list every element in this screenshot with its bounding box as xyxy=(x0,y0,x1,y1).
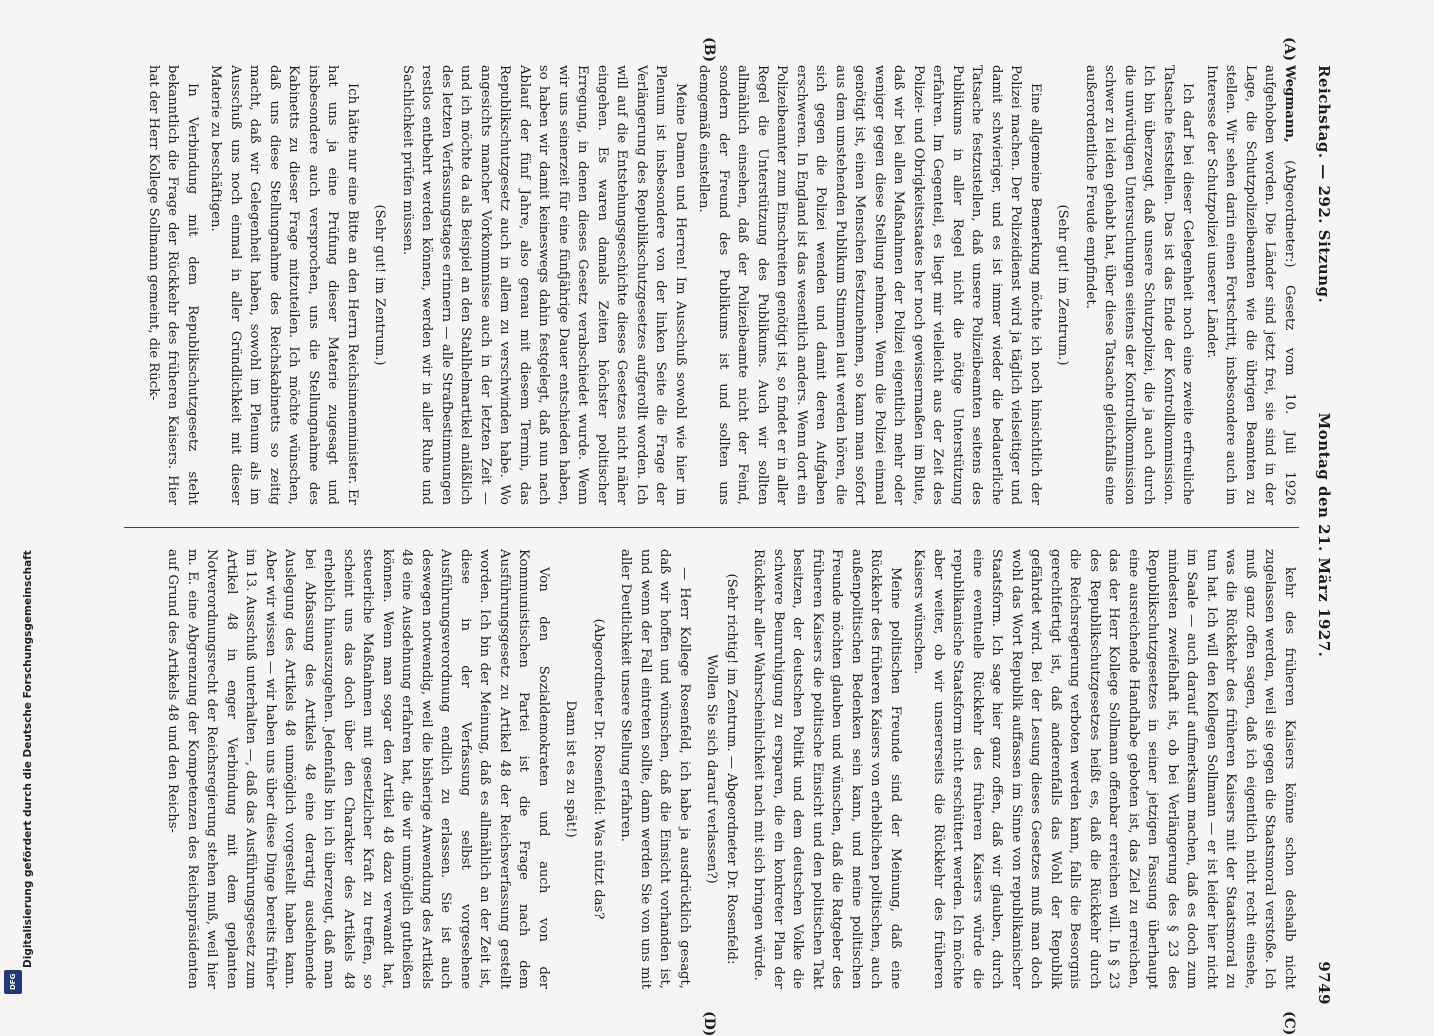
dfg-logo-text: DFG xyxy=(9,973,17,991)
digitization-credit xyxy=(6,0,34,1000)
column-divider xyxy=(124,527,1299,528)
paragraph: Ich darf bei dieser Gelegenheit noch eine zweite erfreuliche Tatsache feststellen. Das ist das Ende der Kontrollkommission. Ich bin überzeugt, daß unsere Schutzpolizei, die ja auch durch die unwürdigen Untersuchungen seitens der Kontrollkommission schwer zu leiden gehabt hat, über diese Tatsache gleichfalls eine außerordentliche Freude empfindet. xyxy=(1083,65,1196,505)
interjection: (Abgeordneter Dr. Rosenfeld: Was nützt das? xyxy=(591,618,606,920)
paragraph: — Herr Kollege Rosenfeld, ich habe ja ausdrücklich gesagt, daß wir hoffen und wünschen, daß die Einsicht vorhanden ist, und wenn der Fall eintreten sollte, dann werden Sie von uns mit aller Deutlichkeit unsere Stellung erfahren. xyxy=(618,549,692,989)
credit-text: Digitalisierung gefördert durch die Deutsche Forschungsgemeinschaft xyxy=(22,550,34,968)
paragraph: Ich hätte nur eine Bitte an den Herrn Reichsinnenminister. Er hat uns ja eine Prüfung dieser Materie zugesagt und insbesondere auch versprochen, uns die Stellungnahme des Kabinetts zu dieser Frage mitzuteilen. Ich möchte wünschen, daß uns diese Stellungnahme des Reichskabinetts so zeitig macht, daß wir Gelegenheit haben, sowohl im Plenum als im Ausschuß uns noch einmal in aller Gründlichkeit mit dieser Materie zu beschäftigen. xyxy=(208,65,360,505)
running-head-date: Montag den 21. März 1927. xyxy=(1315,412,1333,658)
margin-marker-a: (A) xyxy=(1281,37,1297,62)
paragraph: Von den Sozialdemokraten und auch von der Kommunistischen Partei ist die Frage nach dem Ausführungsgesetz zu Artikel 48 der Reichsverfassung gestellt worden. Ich bin der Meinung, daß es allmählich an der Zeit ist, diese in der Verfassung selbst vorgesehene Ausführungsverordnung endlich zu erlassen. Sie ist auch deswegen notwendig, weil die bisherige Anwendung des Artikels 48 eine Ausdehnung erfahren hat, die wir unmöglich gutheißen können. Wenn man sogar den Artikel 48 dazu verwandt hat, steuerliche Maßnahmen mit gesetzlicher Kraft zu treffen, so scheint uns das doch über den Charakter des Artikels 48 erheblich hinauszugehen. Jedenfalls bin ich überzeugt, daß man bei Abfassung des Artikels 48 eine derartig ausdehnende Auslegung des Artikels 48 unmöglich vorgestellt haben kann. Aber wir wissen — wir haben uns über diese Dinge bereits früher im 13. Ausschuß unterhalten —, daß das Ausführungsgesetz zum Artikel 48 in enger Verbindung mit dem geplanten Notverordnungsrecht der Reichsregierung stehen muß, weil hier m. E. eine Abgrenzung der Kompetenzen des Reichspräsidenten auf Grund des Artikels 48 und den Reichs- xyxy=(165,549,551,989)
paragraph: kehr des früheren Kaisers könne schon deshalb nicht zugelassen werden, weil sie gegen die Staatsmoral verstoße. Ich muß ganz offen sagen, daß ich eigentlich nicht recht einsehe, was die Rückkehr des früheren Kaisers mit der Staatsmoral zu tun hat. Ich will den Kollegen Sollmann — er ist leider hier nicht im Saale — auch darauf aufmerksam machen, daß es doch zum mindesten zweifelhaft ist, ob bei Verlängerung des § 23 des Republikschutzgesetzes in seiner jetzigen Fassung überhaupt eine ausreichende Handhabe geboten ist, das Ziel zu erreichen, das der Herr Kollege Sollmann offenbar erreichen will. In § 23 des Republikschutzgesetzes heißt es, daß die Rückkehr durch die Reichsregierung verboten werden kann, falls die Besorgnis gerechtfertigt ist, daß anderenfalls das Wohl der Republik gefährdet wird. Bei der Lesung dieses Gesetzes muß man doch wohl das Wort Republik auffassen im Sinne von republikanischer Staatsform. Ich sage hier ganz offen, daß wir glauben, durch eine eventuelle Rückkehr des früheren Kaisers würde die republikanische Staatsform nicht erschüttert werden. Ich möchte aber weiter, ob wir unsererseits die Rückkehr des früheren Kaisers wünschen. xyxy=(911,549,1297,989)
speaker-name: Wegmann, xyxy=(1282,65,1297,143)
paragraph-text: (Abgeordneter:) Gesetz vom 10. Juli 1926 aufgehoben worden. Die Länder sind jetzt frei, sie sind in der Lage, die Schutzpolizeibeamten wie die übrigen Beamten zu stellen. Wir sehen darin einen Fortschritt, insbesondere auch im Interesse der Schutzpolizei unserer Länder. xyxy=(1204,65,1297,505)
margin-marker-c: (C) xyxy=(1281,1011,1297,1036)
dfg-logo xyxy=(4,970,22,994)
paragraph: Meine politischen Freunde sind der Meinung, daß eine Rückkehr des früheren Kaisers von erheblichen politischen, auch außenpolitischen Bedenken sein kann, und meine politischen Freunde möchten glauben und wünschen, daß die Ratgeber des früheren Kaisers die politische Einsicht und den politischen Takt besitzen, der deutschen Politik und dem deutschen Volke die schwere Beunruhigung zu ersparen, die ein konkreter Plan der Rückkehr aller Wahrscheinlichkeit nach mit sich bringen würde. xyxy=(751,549,903,989)
paragraph: Meine Damen und Herren! Im Ausschuß sowohl wie hier im Plenum ist insbesondere von der linken Seite die Frage der Verlängerung des Republikschutzgesetzes aufgerollt worden. Ich will auf die Entstehungsgeschichte dieses Gesetzes nicht näher eingehen. Es waren damals Zeiten höchster politischer Erregung, in denen dieses Gesetz verabschiedet wurde. Wenn wir uns seinerzeit für eine fünfjährige Dauer entschieden haben, so haben wir damit keineswegs dahin festgelegt, daß nun nach Ablauf der fünf Jahre, also genau mit diesem Termin, das Republikschutzgesetz auch in allem zu verschwinden habe. Wo angesichts mancher Vorkommnisse auch in der letzten Zeit — und ich möchte da als Beispiel an den Stahlhelmartikel anläßlich des letzten Verfassungstages erinnern — alle Strafbestimmungen restlos entbehrt werden können, werden wir in aller Ruhe und Sachlichkeit prüfen müssen. xyxy=(400,65,688,505)
margin-marker-b: (B) xyxy=(701,37,717,63)
page-number: 9749 xyxy=(1315,961,1333,1005)
interjection: (Sehr gut! im Zentrum.) xyxy=(372,204,388,366)
interjection: (Sehr gut! im Zentrum.) xyxy=(1055,204,1071,366)
interjection: (Sehr richtig! im Zentrum. — Abgeordneter Dr. Rosenfeld: Wollen Sie sich darauf verlassen?) xyxy=(704,573,739,965)
running-head xyxy=(1303,65,1337,1005)
paragraph xyxy=(1202,65,1300,505)
left-column xyxy=(119,65,1299,505)
paragraph: In Verbindung mit dem Republikschutzgesetz steht bekanntlich die Frage der Rückkehr des früheren Kaisers. Hier hat der Herr Kollege Sollmann gemeint, die Rück- xyxy=(146,65,200,505)
interjection: Dann ist es zu spät!) xyxy=(563,700,579,838)
right-column xyxy=(119,549,1299,989)
paragraph: Eine allgemeine Bemerkung möchte ich noch hinsichtlich der Polizei machen. Der Polizeidienst wird ja täglich vielseitiger und damit schwieriger, und es ist immer wieder die bedauerliche Tatsache festzustellen, daß unsere Polizeibeamten seitens des Publikums in aller Regel nicht die nötige Unterstützung erfahren. Im Gegenteil, es liegt mir vielleicht aus der Zeit des Polizei- und Obrigkeitsstaates her noch gewissermaßen im Blute, daß wir bei allen Maßnahmen der Polizei eigentlich mehr oder weniger gegen diese Stellung nehmen. Wenn die Polizei einmal genötigt ist, einen Menschen festzunehmen, so kann man sofort aus dem umstehenden Publikum Stimmen laut werden hören, die sich gegen die Polizei wenden und damit deren Aufgaben erschweren. In England ist das wesentlich anders. Wenn dort ein Polizeibeamter zum Einschreiten genötigt ist, so findet er in aller Regel die Unterstützung des Publikums. Auch wir sollten allmählich einsehen, daß der Polizeibeamte nicht der Feind, sondern der Freund des Publikums ist und sollten uns demgemäß einstellen. xyxy=(696,65,1043,505)
running-head-session: Reichstag. — 292. Sitzung. xyxy=(1315,65,1333,304)
margin-marker-d: (D) xyxy=(701,1011,717,1036)
rotated-page xyxy=(97,37,1337,1036)
